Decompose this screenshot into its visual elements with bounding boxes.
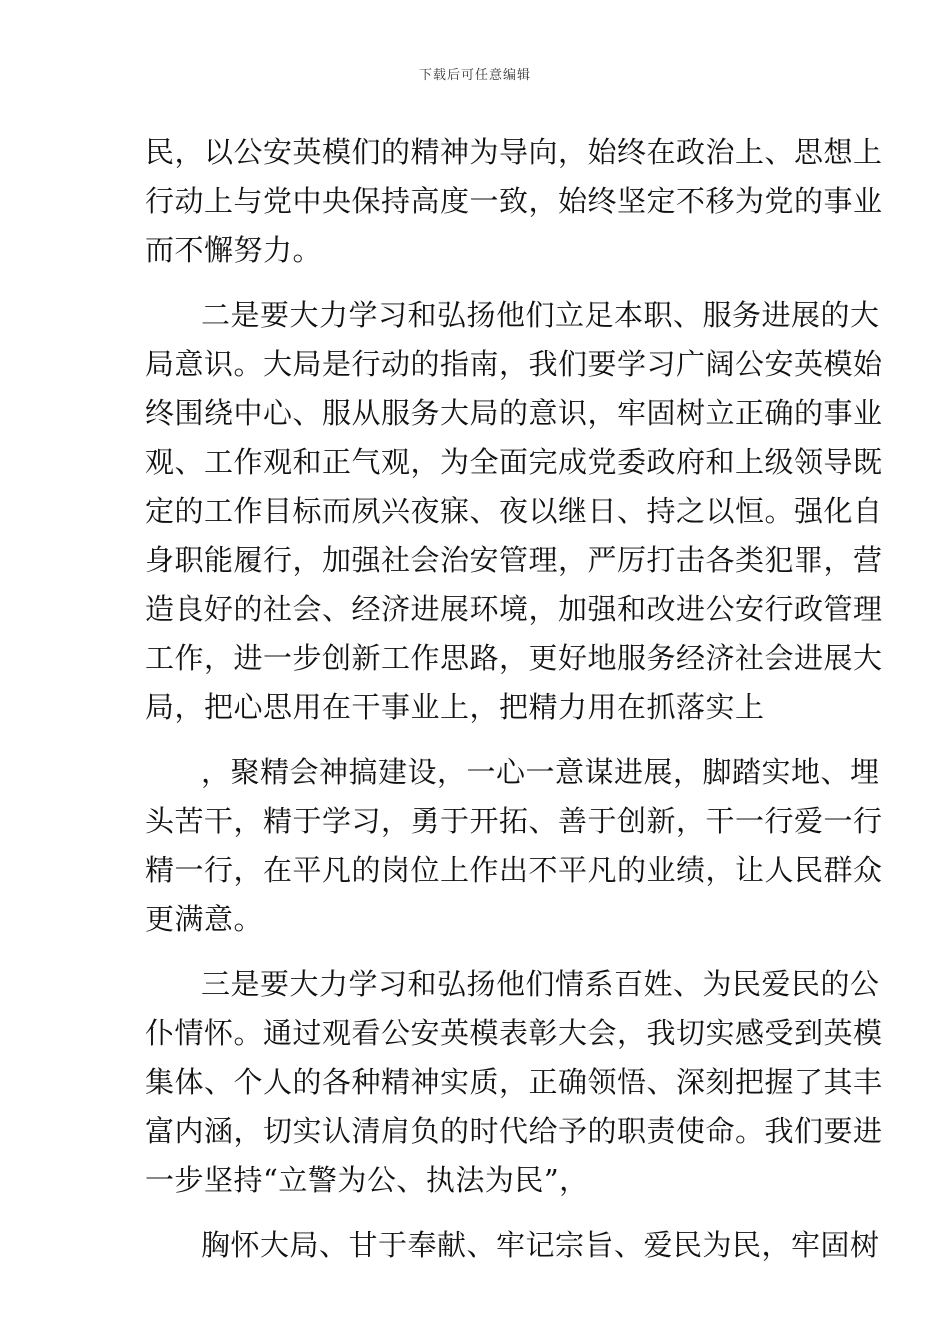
text-line: 造良好的社会、经济进展环境，加强和改进公安行政管理 (145, 592, 883, 626)
text-line: 富内涵，切实认清肩负的时代给予的职责使命。我们要进 (145, 1114, 883, 1148)
text-line: 局意识。大局是行动的指南，我们要学习广阔公安英模始 (145, 347, 883, 381)
text-line: 局，把心思用在干事业上，把精力用在抓落实上 (145, 690, 765, 724)
text-line: 工作，进一步创新工作思路，更好地服务经济社会进展大 (145, 641, 883, 675)
body-text (145, 128, 883, 1270)
text-line: 终围绕中心、服从服务大局的意识，牢固树立正确的事业 (145, 396, 883, 430)
text-line: 精一行，在平凡的岗位上作出不平凡的业绩，让人民群众 (145, 853, 883, 887)
text-line: 二是要大力学习和弘扬他们立足本职、服务进展的大 (201, 298, 880, 332)
paragraph-1 (145, 128, 883, 275)
text-line: 头苦干，精于学习，勇于开拓、善于创新，干一行爱一行 (145, 804, 883, 838)
text-line: 身职能履行，加强社会治安管理，严厉打击各类犯罪，营 (145, 543, 883, 577)
text-line: 观、工作观和正气观，为全面完成党委政府和上级领导既 (145, 445, 883, 479)
text-line: 而不懈努力。 (145, 233, 323, 267)
header-note: 下载后可任意编辑 (418, 68, 531, 83)
paragraph-5 (145, 1221, 880, 1270)
text-line: 三是要大力学习和弘扬他们情系百姓、为民爱民的公 (201, 967, 880, 1001)
text-line: 民，以公安英模们的精神为导向，始终在政治上、思想上 (145, 135, 883, 169)
paragraph-3 (145, 748, 883, 944)
text-line: 仆情怀。通过观看公安英模表彰大会，我切实感受到英模 (145, 1016, 883, 1050)
text-line: 集体、个人的各种精神实质，正确领悟、深刻把握了其丰 (145, 1065, 883, 1099)
text-line: 一步坚持“立警为公、执法为民”， (145, 1163, 589, 1197)
text-line: 胸怀大局、甘于奉献、牢记宗旨、爱民为民，牢固树 (201, 1228, 880, 1262)
text-line: 更满意。 (145, 902, 264, 936)
text-line: 定的工作目标而夙兴夜寐、夜以继日、持之以恒。强化自 (145, 494, 883, 528)
paragraph-2 (145, 291, 883, 732)
paragraph-4 (145, 960, 883, 1205)
text-line: 行动上与党中央保持高度一致，始终坚定不移为党的事业 (145, 184, 883, 218)
text-line: ，聚精会神搞建设，一心一意谋进展，脚踏实地、埋 (201, 755, 880, 789)
